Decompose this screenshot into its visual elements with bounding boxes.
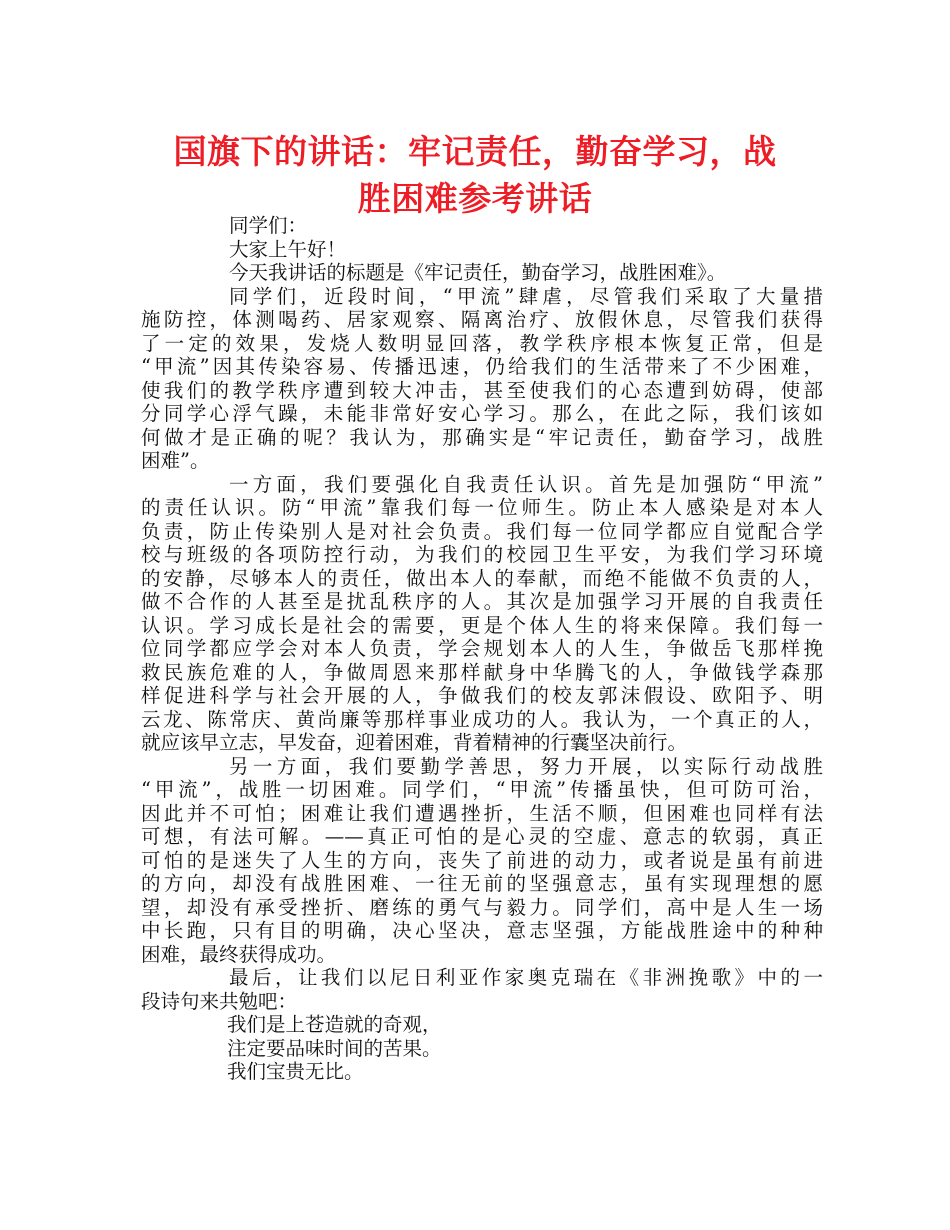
paragraph-1-line: 使我们的教学秩序遭到较大冲击，甚至使我们的心态遭到妨碍，使部 xyxy=(141,378,823,402)
poem-line: 我们宝贵无比。 xyxy=(227,1060,364,1083)
paragraph-2-line: 做不合作的人甚至是扰乱秩序的人。其次是加强学习开展的自我责任 xyxy=(141,590,823,613)
document-title xyxy=(140,128,810,222)
paragraph-3-line: 因此并不可怕；困难让我们遭遇挫折，生活不顺，但困难也同样有法 xyxy=(141,801,823,825)
greeting-line: 大家上午好！ xyxy=(229,237,347,261)
paragraph-1-line: 同学们，近段时间，“甲流”肆虐，尽管我们采取了大量措 xyxy=(229,284,823,308)
paragraph-2-line: 救民族危难的人，争做周恩来那样献身中华腾飞的人，争做钱学森那 xyxy=(141,660,823,684)
paragraph-1-line: 何做才是正确的呢？我认为，那确实是“牢记责任，勤奋学习，战胜 xyxy=(141,425,823,449)
paragraph-2-line: 认识。学习成长是社会的需要，更是个体人生的将来保障。我们每一 xyxy=(141,613,823,637)
closing-line: 段诗句来共勉吧： xyxy=(141,989,298,1013)
paragraph-1-line: 困难”。 xyxy=(141,449,210,472)
paragraph-2-line: 云龙、陈常庆、黄尚廉等那样事业成功的人。我认为，一个真正的人， xyxy=(141,707,823,731)
paragraph-1-line: 施防控，体测喝药、居家观察、隔离治疗、放假休息，尽管我们获得 xyxy=(141,308,823,331)
paragraph-1-line: 了一定的效果，发烧人数明显回落，教学秩序根本恢复正常，但是 xyxy=(141,331,823,355)
paragraph-1-line: 分同学心浮气躁，未能非常好安心学习。那么，在此之际，我们该如 xyxy=(141,402,823,425)
paragraph-2-line: 的责任认识。防“甲流”靠我们每一位师生。防止本人感染是对本人 xyxy=(141,496,823,519)
closing-line: 最后，让我们以尼日利亚作家奥克瑞在《非洲挽歌》中的一 xyxy=(229,966,823,989)
salutation-line: 同学们： xyxy=(229,214,308,237)
title-line-2: 胜困难参考讲话 xyxy=(357,179,593,218)
paragraph-3-line: “甲流”，战胜一切困难。同学们，“甲流”传播虽快，但可防可治， xyxy=(141,778,823,801)
title-line-1: 国旗下的讲话：牢记责任，勤奋学习，战 xyxy=(173,132,777,171)
paragraph-2-line: 一方面，我们要强化自我责任认识。首先是加强防“甲流” xyxy=(229,472,823,496)
poem-line: 注定要品味时间的苦果。 xyxy=(227,1036,442,1060)
paragraph-3-line: 另一方面，我们要勤学善思，努力开展，以实际行动战胜 xyxy=(229,754,823,778)
paragraph-2-line: 位同学都应学会对本人负责，学会规划本人的人生，争做岳飞那样挽 xyxy=(141,637,823,660)
paragraph-3-line: 困难，最终获得成功。 xyxy=(141,942,337,966)
paragraph-1-line: “甲流”因其传染容易、传播迅速，仍给我们的生活带来了不少困难， xyxy=(141,355,823,378)
paragraph-2-line: 负责，防止传染别人是对社会负责。我们每一位同学都应自觉配合学 xyxy=(141,519,823,543)
paragraph-3-line: 可怕的是迷失了人生的方向，丧失了前进的动力，或者说是虽有前进 xyxy=(141,848,823,872)
paragraph-2-line: 就应该早立志，早发奋，迎着困难，背着精神的行囊坚决前行。 xyxy=(141,731,688,754)
paragraph-3-line: 中长跑，只有目的明确，决心坚决，意志坚强，方能战胜途中的种种 xyxy=(141,919,823,942)
poem-line: 我们是上苍造就的奇观， xyxy=(227,1013,442,1036)
topic-line: 今天我讲话的标题是《牢记责任，勤奋学习，战胜困难》。 xyxy=(229,261,727,284)
paragraph-2-line: 的安静，尽够本人的责任，做出本人的奉献，而绝不能做不负责的人， xyxy=(141,566,823,590)
paragraph-2-line: 校与班级的各项防控行动，为我们的校园卫生平安，为我们学习环境 xyxy=(141,543,823,566)
speech-body xyxy=(141,214,823,1084)
paragraph-2-line: 样促进科学与社会开展的人，争做我们的校友郭沫假设、欧阳予、明 xyxy=(141,684,823,707)
paragraph-3-line: 的方向，却没有战胜困难、一往无前的坚强意志，虽有实现理想的愿 xyxy=(141,872,823,895)
paragraph-3-line: 可想，有法可解。——真正可怕的是心灵的空虚、意志的软弱，真正 xyxy=(141,825,823,848)
paragraph-3-line: 望，却没有承受挫折、磨练的勇气与毅力。同学们，高中是人生一场 xyxy=(141,895,823,919)
